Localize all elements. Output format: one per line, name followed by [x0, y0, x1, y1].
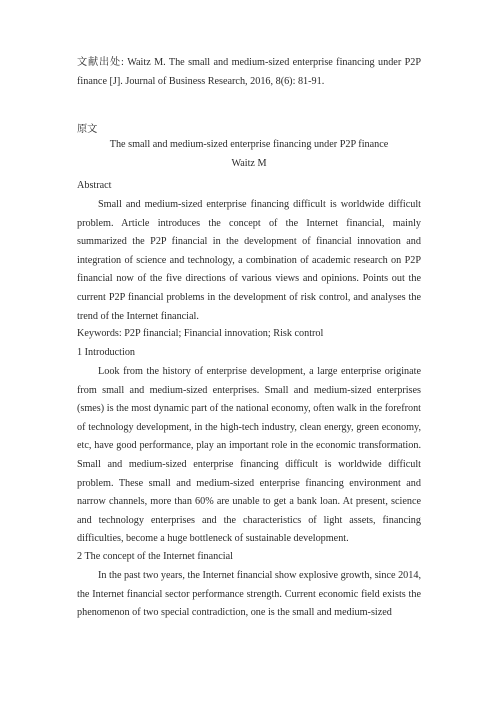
original-text-label: 原文 [77, 124, 98, 135]
paper-title: The small and medium-sized enterprise financing under P2P finance [109, 139, 389, 150]
section-body-introduction: Look from the history of enterprise development, a large enterprise originate from small and medium-sized enterprises. Small and medium-sized enterprises (smes) is the most dynamic part of the national economy, often walk in the forefront of technology development, in the high-tech industry, clean energy, green economy, etc, have good performance, play an important role in the economic transformation. Small and medium-sized enterprise financing difficult is worldwide difficult problem. These small and medium-sized enterprise financing environment and narrow channels, more than 60% are unable to get a bank loan. At present, science and technology enterprises and the characteristics of light assets, financing difficulties, become a huge bottleneck of sustainable development. [77, 366, 421, 545]
citation: 文献出处: Waitz M. The small and medium-sized enterprise financing under P2P finance [J]. Journal of Business Research, 2016, 8(6): 81-91. [77, 57, 421, 87]
abstract-body: Small and medium-sized enterprise financing difficult is worldwide difficult problem. Article introduces the concept of the Internet financial, mainly summarized the P2P financial in the development of financial innovation and integration of science and technology, a combination of academic research on P2P financial now of the five directions of various views and opinions. Points out the current P2P financial problems in the development of risk control, and analyses the trend of the Internet financial. [77, 199, 421, 322]
keywords: Keywords: P2P financial; Financial innovation; Risk control [77, 328, 324, 339]
section-body-internet-financial: In the past two years, the Internet financial show explosive growth, since 2014, the Internet financial sector performance strength. Current economic field exists the phenomenon of two special contradiction, one is the small and medium-sized [77, 570, 421, 619]
paper-author: Waitz M [231, 158, 267, 169]
abstract-heading: Abstract [77, 180, 112, 191]
section-heading-internet-financial: 2 The concept of the Internet financial [77, 551, 233, 562]
section-heading-introduction: 1 Introduction [77, 347, 136, 358]
